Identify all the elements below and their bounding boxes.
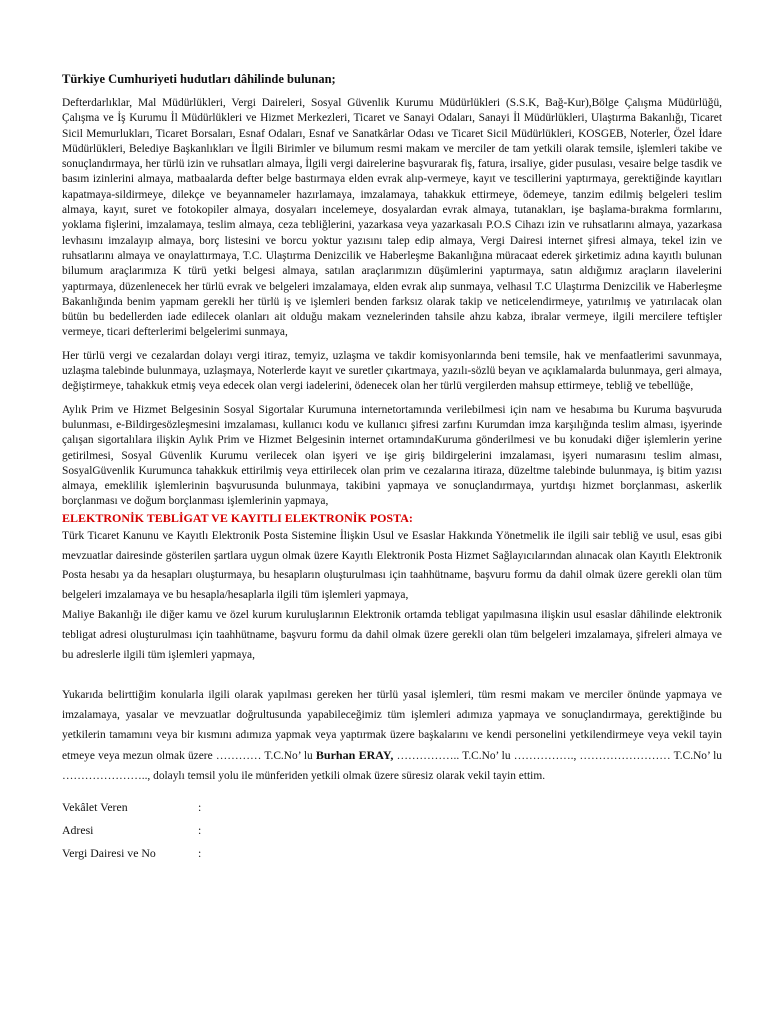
- paragraph-social-security: Aylık Prim ve Hizmet Belgesinin Sosyal Sigortalar Kurumuna internetortamında verilebilmesi için nam ve hesabıma bu Kuruma başvuruda bulunması, e-Bildirgesözleşmesini imzalaması, kullanıcı kodu ve kullanıcı şifresi zarfını Kurumdan imza karşılığında teslim alması, işyerinde çalışan sigortalılara ilişkin Aylık Prim ve Hizmet Belgesinin internet ortamındaKuruma gönderilmesi ve bu konudaki diğer işlemlerin yerine getirilmesi, Sosyal Güvenlik Kurumu verilecek olan işyeri ve işe giriş bildirgelerini imzalaması, işyeri numarasını teslim alması, SosyalGüvenlik Kurumunca tahakkuk ettirilmiş veya ettirilecek olan prim ve cezalarına itiraza, düzeltme talebinde bulunmaya, iş bitim yazısı almaya, emeklilik işlemlerinin başvurusunda bulunmaya, takibini yapmaya ve sonuçlandırmaya, yurtdışı hizmet borçlanması, askerlik borçlanması ve doğum borçlanması işlemlerinin yapmaya,: [62, 403, 722, 508]
- attorney-text-end: …………….. T.C.No’ lu ……………., …………………… T.C.No’ lu ………………….., dolaylı temsil yolu ile münferiden yetkili olmak üzere süresiz olarak vekil tayin ettim.: [62, 750, 722, 783]
- spacer: [62, 665, 722, 685]
- document-heading: Türkiye Cumhuriyeti hudutları dâhilinde bulunan;: [62, 72, 336, 86]
- attorney-name: Burhan ERAY,: [315, 748, 394, 763]
- signature-fields: [62, 796, 722, 865]
- section-heading-electronic-notification: ELEKTRONİK TEBLİGAT VE KAYITLI ELEKTRONİK POSTA:: [62, 510, 413, 525]
- field-row-grantor: [62, 796, 722, 819]
- field-label: Vekâlet Veren: [62, 800, 128, 815]
- field-colon: :: [198, 846, 202, 861]
- field-colon: :: [198, 800, 202, 815]
- field-row-address: [62, 819, 722, 842]
- paragraph-registered-email: Türk Ticaret Kanunu ve Kayıtlı Elektronik Posta Sistemine İlişkin Usul ve Esaslar Hakkında Yönetmelik ile ilgili sair tebliğ ve usul, esas gibi mevzuatlar dairesinde gösterilen şartlara uygun olmak üzere Kayıtlı Elektronik Posta Hizmet Sağlayıcılarından alınacak olan Kayıtlı Elektronik Posta hesabı ya da hesapları oluşturmaya, bu hesapların oluşturulması için taahhütname, başvuru formu da dahil olmak üzere gerekli olan tüm belgeleri imzalamaya ve bu hesapla/hesaplarla ilgili tüm işlemleri yapmaya,: [62, 529, 722, 602]
- paragraph-electronic-address: Maliye Bakanlığı ile diğer kamu ve özel kurum kuruluşlarının Elektronik ortamda tebligat yapılmasına ilişkin usul esaslar dâhilinde elektronik tebligat adresi oluşturulması için taahhütname, başvuru formu da dahil olmak üzere gerekli olan tüm belgeleri imzalamaya, şifreleri almaya ve bu adreslerle ilgili tüm işlemleri yapmaya,: [62, 608, 722, 661]
- field-label: Adresi: [62, 823, 94, 838]
- field-colon: :: [198, 823, 202, 838]
- field-row-tax-office: [62, 842, 722, 865]
- paragraph-authorities: Defterdarlıklar, Mal Müdürlükleri, Vergi Daireleri, Sosyal Güvenlik Kurumu Müdürlükleri (S.S.K, Bağ-Kur),Bölge Çalışma Müdürlüğü, Çalışma ve İş Kurumu İl Müdürlükleri ve Hizmet Merkezleri, Ticaret ve Sanayi Odaları, Sanayi İl Müdürlükleri, Ulaştırma Bakanlığı, Ticaret Sicil Memurlukları, Ticaret Borsaları, Esnaf Odaları, Esnaf ve Sanatkârlar Odası ve Ticaret Sicil Müdürlükleri, KOSGEB, Noterler, Özel İdare Müdürlükleri, Belediye Başkanlıkları ve İlgili Birimler ve bilumum resmi makam ve merciler de tam yetkili olarak temsile, işlemleri takibe ve sonuçlandırmaya, her türlü izin ve ruhsatları almaya, İlgili vergi dairelerine başvurarak fiş, fatura, irsaliye, gider pusulası, vesaire belge tasdik ve basım izinlerini almaya, matbaalarda defter belge bastırmaya elden evrak alıp-vermeye, kayıt ve tescillerini yaptırmaya, gerektiğinde kayıtları kapatmaya-sildirmeye, dilekçe ve beyannameler hazırlamaya, imzalamaya, tahakkuk ettirmeye, ödemeye, tanzim edilmiş belgeleri teslim almaya, kayıt, suret ve fotokopiler almaya, dosyaları incelemeye, dosyalardan evrak almaya, tutanakları, işe başlama-bırakma formlarını, yoklama fişlerini, imzalamaya, teslim almaya, ceza tebliğlerini, yazarkasa veya yazarkasalı P.O.S Cihazı izin ve ruhsatlarını almaya, yazarkasa levhasını imzalayıp almaya, borç listesini ve borcu yoktur yazısını talep edip almaya, Vergi Dairesi internet şifresi almaya, tekel izin ve ruhsatlarını almaya ve onaylattırmaya, T.C. Ulaştırma Denizcilik ve Haberleşme Bakanlığına müracaat ederek şirketimiz adına kayıtlı bulunan bilumum araçlarımıza K türü yetki belgesi almaya, satılan araçlarımızın düşümlerini yaptırmaya, satın aldığımız araçların ilavelerini yaptırmaya, düzenlenecek her türlü evrak ve belgeleri imzalamaya, elden evrak alıp sunmaya, velhasıl T.C Ulaştırma Denizcilik ve Haberleşme Bakanlığında benim yapmam gerekli her türlü iş ve işlemleri benden farksız olarak takip ve neticelendirmeye, yatırılmış ve yatırılacak olan bütün bu bedellerden iade edilecek olanları ait olduğu makam veznelerinden tahsile ahzu kabza, ibralar vermeye, ilgili mercilere teftişler vermeye, ticari defterlerimi belgelerimi sunmaya,: [62, 97, 722, 339]
- field-label: Vergi Dairesi ve No: [62, 846, 156, 861]
- paragraph-tax-disputes: Her türlü vergi ve cezalardan dolayı vergi itiraz, temyiz, uzlaşma ve takdir komisyonlarında beni temsile, hak ve menfaatlerimi savunmaya, uzlaşma talebinde bulunmaya, uzlaşmaya, Noterlerde kayıt ve suretler çıkartmaya, yazılı-sözlü beyan ve açıklamalarda bulunmaya, geri almaya, değiştirmeye, tahakkuk etmiş veya edecek olan vergi iadelerini, ödenecek olan her türlü vergilerden mahsup ettirmeye, tebliğ ve tebellüğe,: [62, 349, 722, 393]
- document-page: [62, 72, 722, 865]
- attorney-text-start: Yukarıda belirttiğim konularla ilgili olarak yapılması gereken her türlü yasal işlemleri, tüm resmi makam ve merciler önünde yapmaya ve imzalamaya, yasalar ve mevzuatlar doğrultusunda yapabileceğimiz tüm işlemleri adımıza yapmaya ve sonuçlandırmaya, gerektiğinde bu yetkilerin tamamını veya bir kısmını adımıza yapmak veya yaptırmak üzere başkalarını ve kendi personelini yetkilendirmeye veya vekil tayin etmeye veya mezun olmak üzere ………… T.C.No’ lu: [62, 689, 722, 763]
- paragraph-power-of-attorney: [62, 685, 722, 786]
